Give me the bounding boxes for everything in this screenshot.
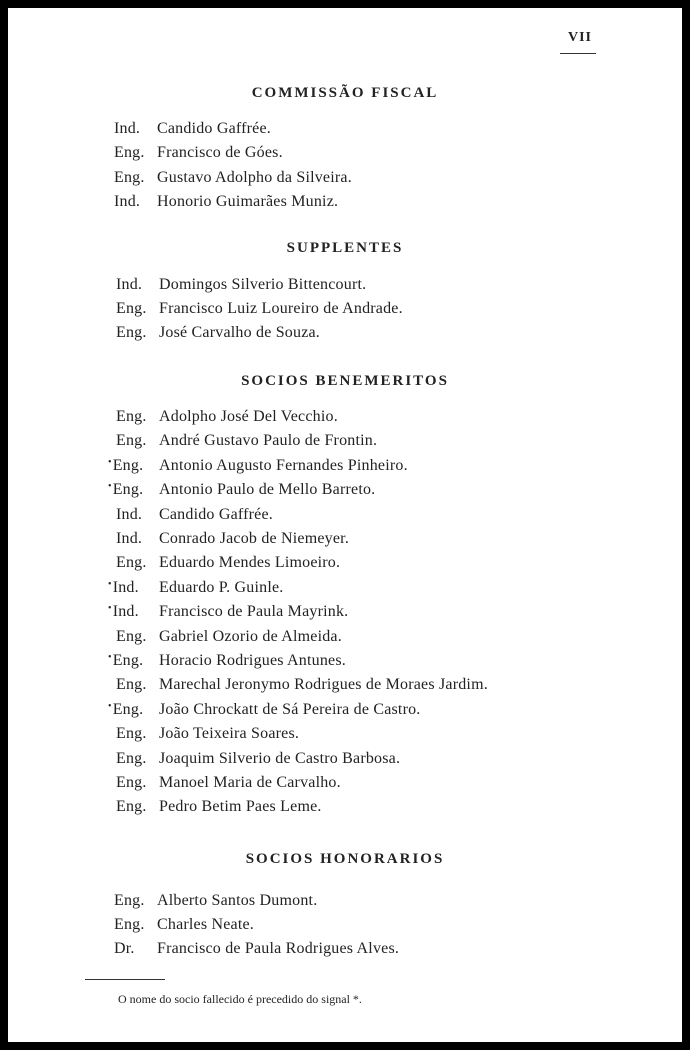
member-title: Eng. xyxy=(112,700,144,718)
member-name: Gustavo Adolpho da Silveira. xyxy=(157,168,352,186)
member-entry xyxy=(108,652,143,670)
member-name: Domingos Silverio Bittencourt. xyxy=(159,276,367,293)
member-name: Charles Neate. xyxy=(157,916,254,933)
member-name: Pedro Betim Paes Leme. xyxy=(159,798,322,816)
member-title: Eng. xyxy=(112,456,144,474)
member-entry xyxy=(116,676,147,694)
member-name: João Chrockatt de Sá Pereira de Castro. xyxy=(159,700,421,718)
member-entry xyxy=(108,701,143,719)
member-name: Antonio Paulo de Mello Barreto. xyxy=(159,481,376,499)
member-entry xyxy=(114,169,145,187)
member-title: Eng. xyxy=(116,432,147,450)
deceased-marker: • xyxy=(108,456,112,468)
section-heading: SOCIOS HONORARIOS xyxy=(245,851,445,867)
member-title: Dr. xyxy=(114,940,135,957)
member-title: Eng. xyxy=(116,300,147,317)
member-name: Horacio Rodrigues Antunes. xyxy=(159,652,346,669)
member-entry xyxy=(116,798,147,816)
member-title: Ind. xyxy=(112,603,139,621)
member-title: Eng. xyxy=(116,408,147,425)
member-name: Gabriel Ozorio de Almeida. xyxy=(159,627,342,645)
deceased-marker: • xyxy=(108,700,112,712)
member-entry xyxy=(108,457,143,475)
member-entry xyxy=(116,750,147,768)
deceased-marker: • xyxy=(108,652,112,663)
member-entry xyxy=(116,300,147,318)
section-heading: SUPPLENTES xyxy=(286,240,404,256)
member-name: José Carvalho de Souza. xyxy=(159,324,321,341)
member-title: Eng. xyxy=(112,481,144,499)
member-name: Francisco de Paula Mayrink. xyxy=(159,603,349,621)
member-title: Ind. xyxy=(116,276,143,293)
member-title: Eng. xyxy=(114,916,145,933)
member-entry xyxy=(114,916,145,934)
member-name: João Teixeira Soares. xyxy=(159,725,300,743)
member-title: Eng. xyxy=(116,725,147,743)
member-entry xyxy=(116,554,147,572)
member-title: Ind. xyxy=(114,192,141,210)
section-heading: COMMISSÃO FISCAL xyxy=(251,85,439,101)
member-name: Francisco de Góes. xyxy=(157,144,283,162)
deceased-marker: • xyxy=(108,578,112,590)
member-name: Eduardo Mendes Limoeiro. xyxy=(159,554,341,572)
member-name: Adolpho José Del Vecchio. xyxy=(159,408,338,425)
member-entry xyxy=(116,530,142,548)
footnote-rule xyxy=(85,979,165,980)
footnote: O nome do socio fallecido é precedido do signal *. xyxy=(118,992,362,1006)
member-title: Eng. xyxy=(116,774,147,791)
member-entry xyxy=(114,193,140,211)
member-name: Manoel Maria de Carvalho. xyxy=(159,774,341,791)
member-name: Conrado Jacob de Niemeyer. xyxy=(159,530,350,547)
member-name: Francisco de Paula Rodrigues Alves. xyxy=(157,940,400,957)
member-name: Joaquim Silverio de Castro Barbosa. xyxy=(159,749,401,767)
member-entry xyxy=(116,725,147,743)
member-name: Antonio Augusto Fernandes Pinheiro. xyxy=(159,456,408,474)
member-entry xyxy=(116,432,147,450)
deceased-marker: • xyxy=(108,481,112,493)
member-entry xyxy=(116,628,147,646)
member-title: Ind. xyxy=(112,578,139,596)
member-entry xyxy=(116,324,147,342)
member-entry xyxy=(114,120,140,138)
member-entry xyxy=(116,276,142,294)
member-entry xyxy=(114,144,145,162)
member-entry xyxy=(114,892,145,910)
member-entry xyxy=(108,603,139,621)
member-name: Candido Gaffrée. xyxy=(159,505,273,523)
member-title: Ind. xyxy=(116,505,143,523)
member-title: Eng. xyxy=(116,676,147,694)
member-title: Eng. xyxy=(116,627,147,645)
member-entry xyxy=(108,481,143,499)
member-entry xyxy=(114,940,135,958)
member-name: Marechal Jeronymo Rodrigues de Moraes Jardim. xyxy=(159,676,488,694)
page-number: VII xyxy=(567,30,592,45)
member-entry xyxy=(116,408,147,426)
member-name: Alberto Santos Dumont. xyxy=(157,892,318,909)
member-title: Eng. xyxy=(112,652,144,669)
deceased-marker: • xyxy=(108,603,112,615)
member-entry xyxy=(116,774,147,792)
member-title: Ind. xyxy=(114,120,141,137)
member-title: Eng. xyxy=(114,892,145,909)
page-number-rule xyxy=(560,53,596,54)
member-entry xyxy=(116,506,142,524)
document-page xyxy=(8,8,682,1042)
member-title: Eng. xyxy=(116,554,147,572)
member-title: Eng. xyxy=(114,168,145,186)
member-name: Honorio Guimarães Muniz. xyxy=(157,192,339,210)
member-name: Eduardo P. Guinle. xyxy=(159,578,284,596)
member-title: Eng. xyxy=(116,324,147,341)
member-title: Ind. xyxy=(116,530,143,547)
member-title: Eng. xyxy=(116,798,147,816)
member-title: Eng. xyxy=(116,749,147,767)
member-name: André Gustavo Paulo de Frontin. xyxy=(159,432,378,450)
member-title: Eng. xyxy=(114,144,145,162)
member-entry xyxy=(108,579,139,597)
member-name: Francisco Luiz Loureiro de Andrade. xyxy=(159,300,403,317)
section-heading: SOCIOS BENEMERITOS xyxy=(241,373,449,389)
member-name: Candido Gaffrée. xyxy=(157,120,271,137)
